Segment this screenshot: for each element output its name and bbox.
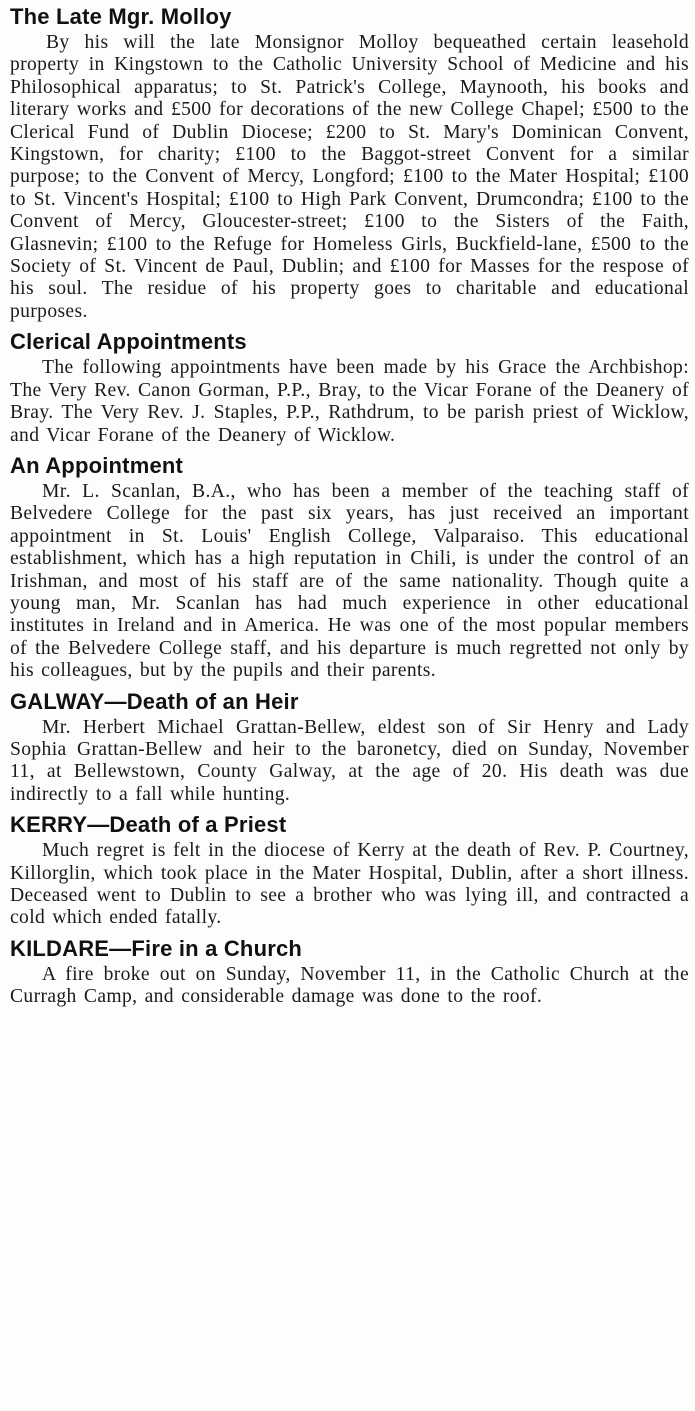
article-kildare-fire: [10, 936, 689, 1009]
article-body: Much regret is felt in the diocese of Kerry at the death of Rev. P. Courtney, Killorglin, which took place in the Mater Hospital, Dublin, after a short illness. Deceased went to Dublin to see a brother who was lying ill, and contracted a cold which ended fatally.: [10, 840, 689, 929]
article-body: By his will the late Monsignor Molloy bequeathed certain leasehold property in Kingstown to the Catholic University School of Medicine and his Philosophical apparatus; to St. Patrick's College, Maynooth, his books and literary works and £500 for decorations of the new College Chapel; £500 to the Clerical Fund of Dublin Diocese; £200 to St. Mary's Dominican Convent, Kingstown, for charity; £100 to the Baggot-street Convent for a similar purpose; to the Convent of Mercy, Longford; £100 to the Mater Hospital; £100 to St. Vincent's Hospital; £100 to High Park Convent, Drumcondra; £100 to the Convent of Mercy, Gloucester-street; £100 to the Sisters of the Faith, Glasnevin; £100 to the Refuge for Homeless Girls, Buckfield-lane, £500 to the Society of St. Vincent de Paul, Dublin; and £100 for Masses for the respose of his soul. The residue of his property goes to charitable and educational purposes.: [10, 32, 689, 322]
article-body: The following appointments have been made by his Grace the Archbishop: The Very Rev. Canon Gorman, P.P., Bray, to the Vicar Forane of the Deanery of Bray. The Very Rev. J. Staples, P.P., Rathdrum, to be parish priest of Wicklow, and Vicar Forane of the Deanery of Wicklow.: [10, 357, 689, 446]
article-an-appointment: [10, 453, 689, 683]
article-headline: KERRY—Death of a Priest: [10, 812, 287, 838]
article-headline: Clerical Appointments: [10, 329, 247, 355]
article-headline: KILDARE—Fire in a Church: [10, 935, 303, 961]
article-molloy-will: [10, 4, 689, 323]
article-kerry-death: [10, 812, 689, 930]
article-body: Mr. L. Scanlan, B.A., who has been a member of the teaching staff of Belvedere College for the past six years, has just received an important appointment in St. Louis' English College, Valparaiso. This educational establishment, which has a high reputation in Chili, is under the control of an Irishman, and most of his staff are of the same nationality. Though quite a young man, Mr. Scanlan has had much experience in other educational institutes in Ireland and in America. He was one of the most popular members of the Belvedere College staff, and his departure is much regretted not only by his colleagues, but by the pupils and their parents.: [10, 480, 689, 682]
article-body: Mr. Herbert Michael Grattan-Bellew, eldest son of Sir Henry and Lady Sophia Grattan-Bellew and heir to the baronetcy, died on Sunday, November 11, at Bellewstown, County Galway, at the age of 20. His death was due indirectly to a fall while hunting.: [10, 716, 689, 805]
article-clerical-appointments: [10, 329, 689, 447]
article-headline: GALWAY—Death of an Heir: [10, 688, 299, 714]
article-galway-death: [10, 689, 689, 807]
article-headline: The Late Mgr. Molloy: [10, 4, 232, 29]
article-headline: An Appointment: [10, 452, 184, 478]
article-body: A fire broke out on Sunday, November 11, in the Catholic Church at the Curragh Camp, and considerable damage was done to the roof.: [10, 963, 689, 1008]
